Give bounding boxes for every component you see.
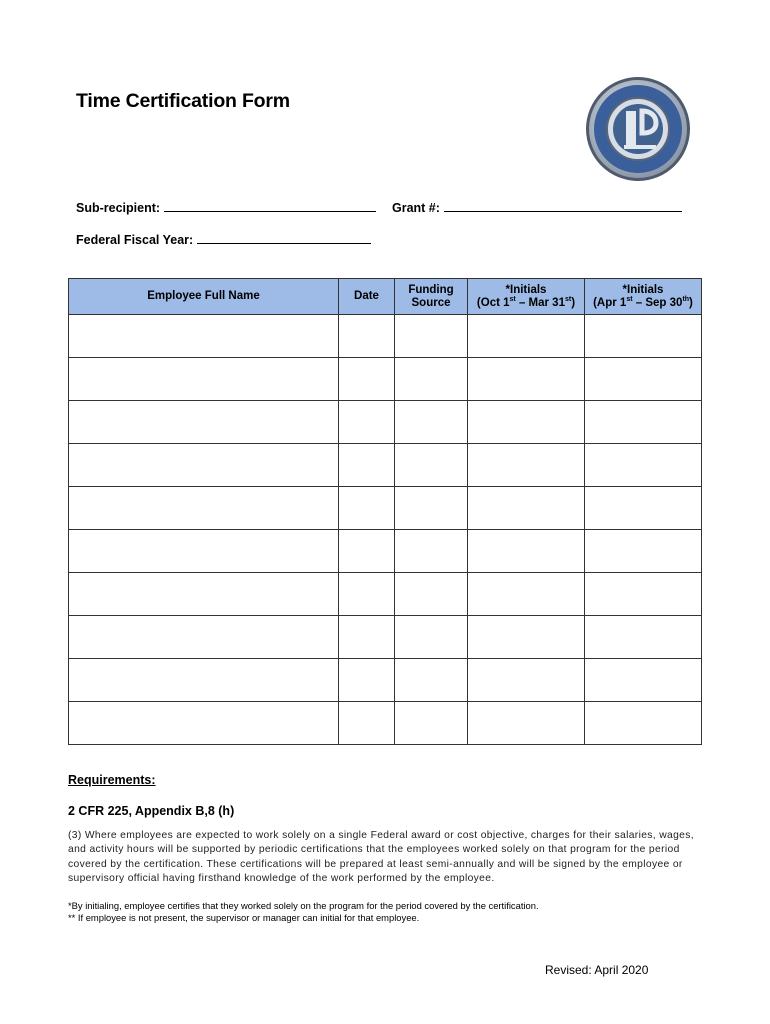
initials-apr-sep-cell[interactable] bbox=[585, 444, 702, 487]
initials-oct-mar-cell[interactable] bbox=[468, 444, 585, 487]
initials-oct-mar-cell[interactable] bbox=[468, 573, 585, 616]
table-row bbox=[69, 315, 702, 358]
fiscal-year-line[interactable] bbox=[197, 232, 371, 244]
form-title: Time Certification Form bbox=[76, 90, 290, 112]
col-header-funding-source bbox=[395, 279, 468, 315]
funding-source-cell[interactable] bbox=[395, 358, 468, 401]
funding-line-1: Funding bbox=[408, 283, 454, 296]
initials-2-line-2: (Apr 1st – Sep 30th) bbox=[593, 295, 693, 309]
sub-recipient-line[interactable] bbox=[164, 200, 376, 212]
col-header-date: Date bbox=[339, 279, 395, 315]
table-row bbox=[69, 659, 702, 702]
date-cell[interactable] bbox=[339, 573, 395, 616]
employee-name-cell[interactable] bbox=[69, 530, 339, 573]
date-cell[interactable] bbox=[339, 702, 395, 745]
funding-source-cell[interactable] bbox=[395, 659, 468, 702]
table-row bbox=[69, 573, 702, 616]
requirements-paragraph: (3) Where employees are expected to work solely on a single Federal award or cost objective, charges for their salaries, wages, and activity hours will be supported by periodic certifications that the employees worked solely on that program for the period covered by the certification. These certifications will be prepared at least semi-annually and will be signed by the employee or supervisory official having firsthand knowledge of the work performed by the employee. bbox=[68, 830, 694, 884]
table-row bbox=[69, 616, 702, 659]
time-certification-table bbox=[68, 278, 702, 745]
funding-source-cell[interactable] bbox=[395, 702, 468, 745]
requirements-heading: Requirements: bbox=[68, 773, 156, 787]
fiscal-year-field[interactable] bbox=[76, 232, 371, 247]
initials-apr-sep-cell[interactable] bbox=[585, 616, 702, 659]
table-row bbox=[69, 444, 702, 487]
sub-recipient-field[interactable] bbox=[76, 200, 376, 215]
col-header-employee-name: Employee Full Name bbox=[69, 279, 339, 315]
initials-1-line-1: *Initials bbox=[505, 283, 547, 296]
initials-apr-sep-cell[interactable] bbox=[585, 315, 702, 358]
initials-oct-mar-cell[interactable] bbox=[468, 530, 585, 573]
funding-source-cell[interactable] bbox=[395, 573, 468, 616]
employee-name-cell[interactable] bbox=[69, 315, 339, 358]
employee-name-cell[interactable] bbox=[69, 444, 339, 487]
funding-source-cell[interactable] bbox=[395, 444, 468, 487]
funding-source-cell[interactable] bbox=[395, 487, 468, 530]
table-row bbox=[69, 487, 702, 530]
initials-apr-sep-cell[interactable] bbox=[585, 530, 702, 573]
employee-name-cell[interactable] bbox=[69, 659, 339, 702]
fiscal-year-label: Federal Fiscal Year: bbox=[76, 233, 194, 247]
grant-field[interactable] bbox=[392, 200, 682, 215]
employee-name-cell[interactable] bbox=[69, 702, 339, 745]
regulation-citation: 2 CFR 225, Appendix B,8 (h) bbox=[68, 804, 235, 818]
initials-apr-sep-cell[interactable] bbox=[585, 573, 702, 616]
initials-oct-mar-cell[interactable] bbox=[468, 401, 585, 444]
table-row bbox=[69, 401, 702, 444]
initials-apr-sep-cell[interactable] bbox=[585, 401, 702, 444]
initials-oct-mar-cell[interactable] bbox=[468, 616, 585, 659]
initials-apr-sep-cell[interactable] bbox=[585, 702, 702, 745]
sub-recipient-label: Sub-recipient: bbox=[76, 201, 161, 215]
initials-1-line-2: (Oct 1st – Mar 31st) bbox=[476, 295, 576, 309]
col-header-initials-oct-mar bbox=[468, 279, 585, 315]
initials-apr-sep-cell[interactable] bbox=[585, 659, 702, 702]
initials-apr-sep-cell[interactable] bbox=[585, 487, 702, 530]
initials-footnote: *By initialing, employee certifies that they worked solely on the program for the period covered by the certification. bbox=[68, 900, 539, 911]
initials-oct-mar-cell[interactable] bbox=[468, 358, 585, 401]
date-cell[interactable] bbox=[339, 487, 395, 530]
funding-source-cell[interactable] bbox=[395, 616, 468, 659]
date-cell[interactable] bbox=[339, 444, 395, 487]
table-row bbox=[69, 702, 702, 745]
seal-logo bbox=[584, 75, 692, 183]
date-cell[interactable] bbox=[339, 358, 395, 401]
grant-label: Grant #: bbox=[392, 201, 440, 215]
table-row bbox=[69, 358, 702, 401]
employee-name-cell[interactable] bbox=[69, 401, 339, 444]
date-cell[interactable] bbox=[339, 616, 395, 659]
date-cell[interactable] bbox=[339, 315, 395, 358]
employee-name-cell[interactable] bbox=[69, 616, 339, 659]
table-row bbox=[69, 530, 702, 573]
funding-source-cell[interactable] bbox=[395, 401, 468, 444]
initials-oct-mar-cell[interactable] bbox=[468, 702, 585, 745]
employee-name-cell[interactable] bbox=[69, 573, 339, 616]
table-header-row bbox=[69, 279, 702, 315]
initials-oct-mar-cell[interactable] bbox=[468, 659, 585, 702]
initials-apr-sep-cell[interactable] bbox=[585, 358, 702, 401]
supervisor-footnote: ** If employee is not present, the supervisor or manager can initial for that employee. bbox=[68, 912, 420, 923]
revision-date: Revised: April 2020 bbox=[545, 963, 649, 977]
col-header-initials-apr-sep bbox=[585, 279, 702, 315]
funding-source-cell[interactable] bbox=[395, 315, 468, 358]
employee-name-cell[interactable] bbox=[69, 358, 339, 401]
grant-line[interactable] bbox=[444, 200, 682, 212]
employee-name-cell[interactable] bbox=[69, 487, 339, 530]
initials-oct-mar-cell[interactable] bbox=[468, 487, 585, 530]
date-cell[interactable] bbox=[339, 401, 395, 444]
date-cell[interactable] bbox=[339, 659, 395, 702]
funding-line-2: Source bbox=[411, 296, 451, 309]
initials-oct-mar-cell[interactable] bbox=[468, 315, 585, 358]
initials-2-line-1: *Initials bbox=[622, 283, 664, 296]
funding-source-cell[interactable] bbox=[395, 530, 468, 573]
date-cell[interactable] bbox=[339, 530, 395, 573]
